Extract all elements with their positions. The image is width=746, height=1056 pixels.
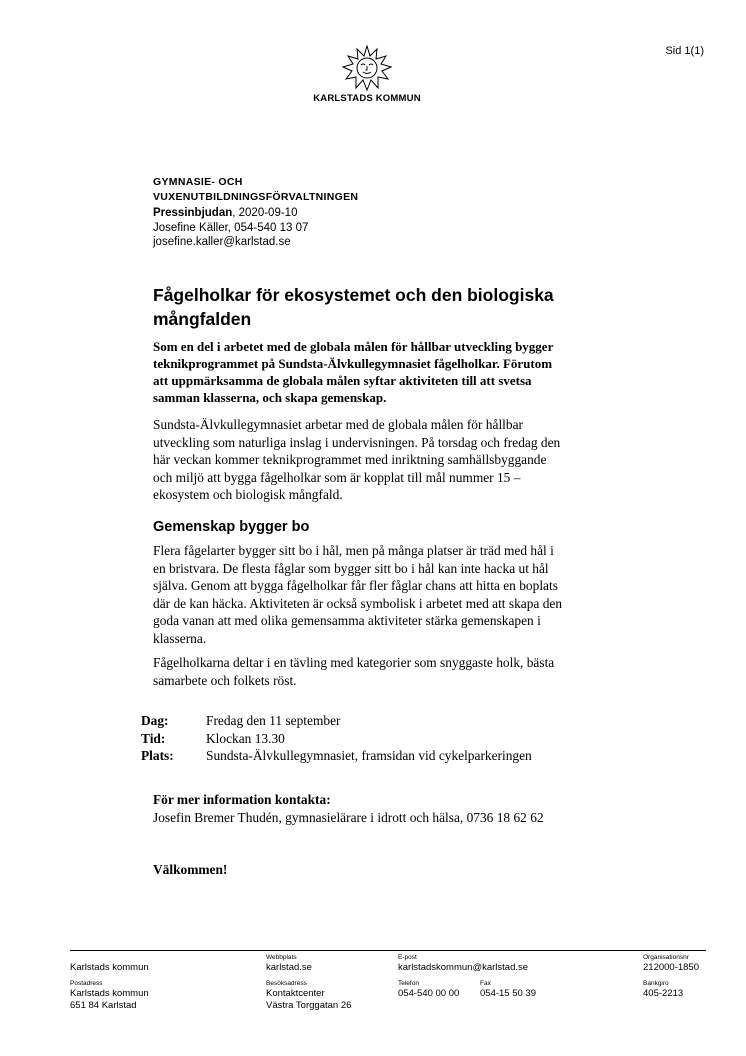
page-number: Sid 1(1) [665, 45, 704, 57]
footer-value: Karlstads kommun [70, 988, 149, 999]
footer-label: Webbplats [266, 954, 297, 961]
lead-line: Som en del i arbetet med de globala målen för hållbar utveckling bygger [153, 339, 554, 354]
lead-line: samman klasserna, och skapa gemenskap. [153, 390, 387, 405]
org-name: KARLSTADS KOMMUN [313, 93, 421, 104]
doc-type-date-line [153, 206, 308, 221]
footer-post [70, 980, 149, 1011]
footer-value: karlstad.se [266, 962, 312, 973]
footer-value: karlstadskommun@karlstad.se [398, 962, 529, 973]
detail-row-day [141, 712, 532, 730]
paragraph-2 [153, 542, 628, 648]
para-line: där de kan häcka. Aktiviteten är också symbolisk i arbetet med att skapa den [153, 595, 563, 611]
dept-line-1: GYMNASIE- OCH [153, 176, 243, 188]
para-line: och miljö att bygga fågelholkar som är kopplat till mål nummer 15 – [153, 469, 521, 485]
detail-label: Dag: [141, 713, 169, 728]
footer-value: 054-15 50 39 [480, 988, 536, 999]
contact-heading: För mer information kontakta: [153, 792, 331, 807]
detail-value: Fredag den 11 september [206, 713, 341, 728]
headline-line: Fågelholkar för ekosystemet och den biologiska [153, 285, 554, 305]
headline [153, 283, 633, 331]
sender-meta [153, 206, 308, 250]
subheading: Gemenskap bygger bo [153, 519, 310, 535]
contact-block [153, 791, 544, 826]
doc-type: Pressinbjudan [153, 207, 233, 219]
footer-phone [398, 980, 459, 1000]
detail-row-time [141, 730, 532, 748]
sender-department [153, 175, 358, 205]
footer-value: 405-2213 [643, 988, 684, 999]
footer-value: 651 84 Karlstad [70, 999, 137, 1011]
detail-label: Plats: [141, 748, 174, 763]
footer-label: Besöksadress [266, 980, 307, 987]
footer-label: E-post [398, 954, 417, 961]
event-details [141, 712, 532, 765]
lead-line: teknikprogrammet på Sundsta-Älvkullegymnasiet fågelholkar. Förutom [153, 356, 553, 371]
para-line: här veckan kommer teknikprogrammet med inriktning samhällsbyggande [153, 452, 547, 468]
para-line: klasserna. [153, 630, 207, 646]
footer-name: Karlstads kommun [70, 962, 149, 973]
headline-line: mångfalden [153, 309, 252, 329]
para-line: en bristvara. De flesta fåglar som bygger sitt bo i hål kan inte hacka ut hål [153, 560, 549, 576]
paragraph-1 [153, 416, 628, 504]
para-line: utveckling som naturliga inslag i undervisningen. På torsdag och fredag den [153, 434, 561, 450]
footer-value: 054-540 00 00 [398, 988, 460, 999]
footer-divider [70, 950, 706, 951]
welcome-text: Välkommen! [153, 862, 228, 877]
para-line: Sundsta-Älvkullegymnasiet arbetar med de globala målen för hållbar [153, 417, 523, 432]
sender-email: josefine.kaller@karlstad.se [153, 236, 291, 248]
doc-date: , 2020-09-10 [232, 207, 298, 219]
lead-line: att uppmärksamma de globala målen syftar aktiviteten till att svetsa [153, 373, 532, 388]
footer-orgnr [643, 954, 699, 974]
detail-label: Tid: [141, 730, 166, 746]
para-line: ekosystem och biologisk mångfald. [153, 487, 343, 503]
dept-line-2: VUXENUTBILDNINGSFÖRVALTNINGEN [153, 191, 359, 203]
footer-label: Organisationsnr [643, 954, 689, 961]
footer-fax [480, 980, 536, 1000]
footer-value: Västra Torggatan 26 [266, 999, 352, 1011]
footer-bank [643, 980, 683, 1000]
footer-web [266, 954, 312, 974]
footer-visit [266, 980, 351, 1011]
para-line: samarbete och folkets röst. [153, 672, 297, 688]
para-line: goda vanan att med olika gemensamma aktiviteter stärka gemenskapen i [153, 613, 541, 629]
footer-label: Telefon [398, 980, 419, 987]
detail-row-place [141, 747, 532, 765]
detail-value: Klockan 13.30 [206, 730, 285, 746]
footer-label: Bankgiro [643, 980, 669, 987]
footer-label: Postadress [70, 980, 103, 987]
lead-paragraph [153, 338, 623, 406]
contact-line: Josefin Bremer Thudén, gymnasielärare i idrott och hälsa, 0736 18 62 62 [153, 809, 544, 825]
footer-value: Kontaktcenter [266, 988, 325, 999]
footer-label: Fax [480, 980, 491, 987]
sun-face-logo-icon [342, 45, 392, 91]
para-line: Flera fågelarter bygger sitt bo i hål, men på många platser är träd med hål i [153, 543, 554, 558]
sender-contact-line: Josefine Käller, 054-540 13 07 [153, 221, 309, 234]
footer-email [398, 954, 528, 974]
footer-value: 212000-1850 [643, 962, 699, 973]
paragraph-3 [153, 654, 628, 689]
para-line: Fågelholkarna deltar i en tävling med kategorier som snyggaste holk, bästa [153, 655, 555, 670]
para-line: själva. Genom att bygga fågelholkar får fler fåglar chans att hitta en boplats [153, 578, 558, 594]
detail-value: Sundsta-Älvkullegymnasiet, framsidan vid cykelparkeringen [206, 748, 532, 763]
